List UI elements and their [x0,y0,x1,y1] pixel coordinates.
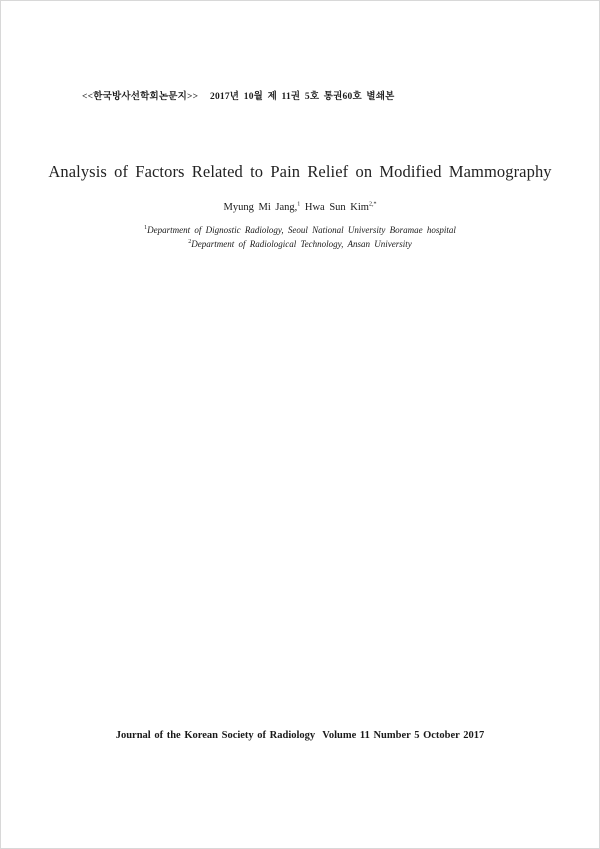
author-2-sup: 2,* [368,201,377,208]
journal-footer [0,730,600,741]
affiliation-1-sup: 1 [144,225,148,231]
author-2-name: Hwa Sun Kim [304,202,369,213]
footer-volume-info: Volume 11 Number 5 October 2017 [322,730,485,741]
footer-journal-name: Journal of the Korean Society of Radiology [115,730,316,741]
affiliation-2-text: Department of Radiological Technology, Ansan University [191,239,412,249]
journal-korean-name: <<한국방사선학회논문지>> [82,92,199,102]
affiliation-2 [0,239,600,249]
paper-title: Analysis of Factors Related to Pain Relief on Modified Mammography [48,162,552,181]
author-1-sup: 1 [297,201,301,208]
affiliation-1 [0,225,600,235]
issue-info: 2017년 10월 제 11권 5호 통권60호 별쇄본 [210,92,395,102]
author-line [0,202,600,213]
affiliation-2-sup: 2 [188,239,192,245]
affiliation-1-text: Department of Dignostic Radiology, Seoul National University Boramae hospital [147,225,456,235]
author-1-name: Myung Mi Jang, [223,202,298,213]
